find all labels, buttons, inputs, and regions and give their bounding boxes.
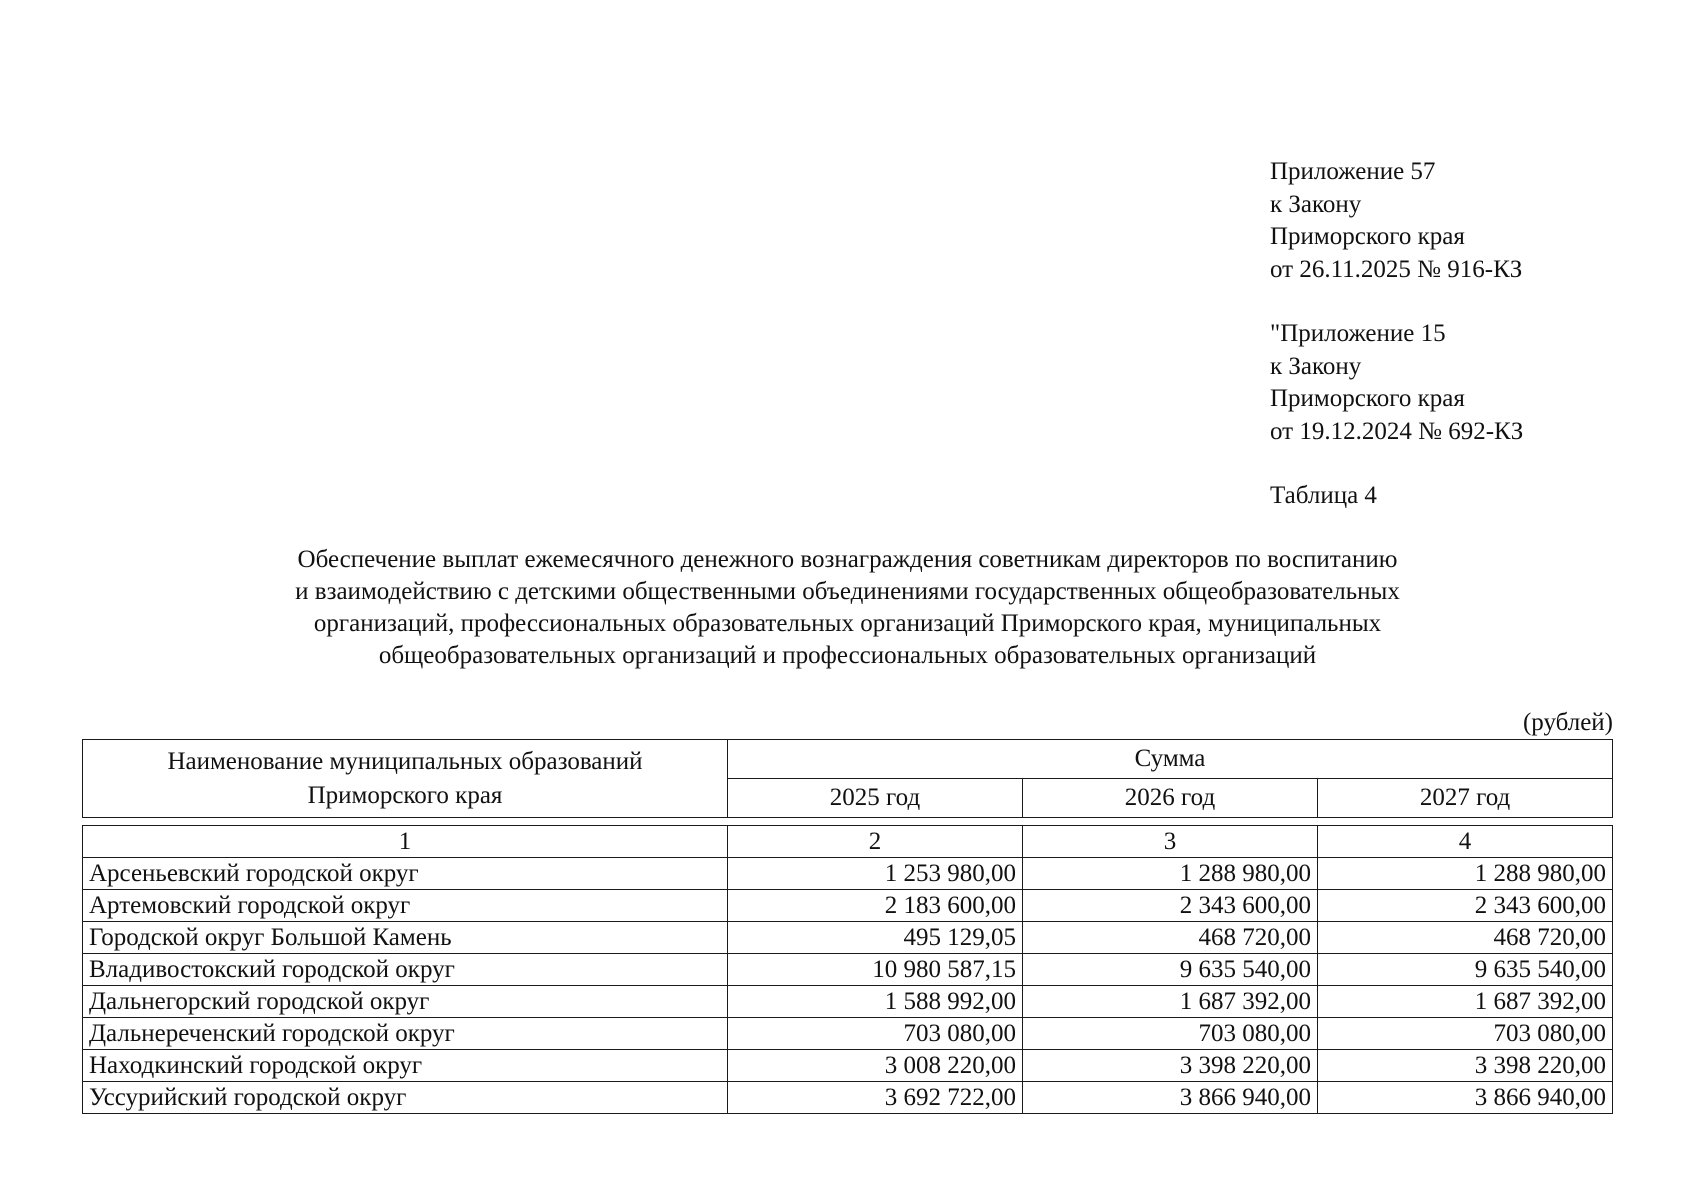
municipality-name: Дальнегорский городской округ (83, 986, 728, 1018)
appendix-15-line: к Закону (1270, 352, 1362, 380)
header-name-line: Приморского края (307, 781, 503, 809)
title-line: и взаимодействию с детскими общественными объединениями государственных общеобразовательных (295, 578, 1400, 605)
amount-2025: 1 253 980,00 (728, 858, 1023, 890)
municipality-name: Арсеньевский городской округ (83, 858, 728, 890)
document-title (160, 544, 1535, 672)
column-number-cell: 3 (1023, 826, 1318, 858)
amount-2025: 1 588 992,00 (728, 986, 1023, 1018)
amount-2026: 468 720,00 (1023, 922, 1318, 954)
amount-2025: 703 080,00 (728, 1018, 1023, 1050)
table-row (83, 1050, 1613, 1082)
municipality-name: Городской округ Большой Камень (83, 922, 728, 954)
units-label: (рублей) (1522, 709, 1613, 736)
amount-2026: 3 866 940,00 (1023, 1082, 1318, 1114)
column-number-cell: 1 (83, 826, 728, 858)
header-sum-cell: Сумма (728, 740, 1613, 779)
amount-2025: 2 183 600,00 (728, 890, 1023, 922)
appendix-15-line: "Приложение 15 (1270, 320, 1446, 347)
municipality-name: Владивостокский городской округ (83, 954, 728, 986)
amount-2027: 1 687 392,00 (1318, 986, 1613, 1018)
header-year-2026: 2026 год (1023, 779, 1318, 818)
header-year-2027: 2027 год (1318, 779, 1613, 818)
amount-2026: 1 288 980,00 (1023, 858, 1318, 890)
municipality-name: Уссурийский городской округ (83, 1082, 728, 1114)
header-name-cell (83, 740, 728, 818)
title-line: Обеспечение выплат ежемесячного денежного вознаграждения советникам директоров по воспитанию (297, 546, 1398, 573)
amount-2026: 9 635 540,00 (1023, 954, 1318, 986)
amount-2025: 3 692 722,00 (728, 1082, 1023, 1114)
amount-2027: 2 343 600,00 (1318, 890, 1613, 922)
table-row (83, 986, 1613, 1018)
amount-2025: 10 980 587,15 (728, 954, 1023, 986)
column-number-cell: 2 (728, 826, 1023, 858)
appendix-57-line: к Закону (1270, 190, 1362, 218)
amount-2026: 3 398 220,00 (1023, 1050, 1318, 1082)
amount-2027: 9 635 540,00 (1318, 954, 1613, 986)
table-row (83, 922, 1613, 954)
appendix-15-block (1270, 318, 1523, 448)
municipality-name: Артемовский городской округ (83, 890, 728, 922)
appendix-57-line: от 26.11.2025 № 916-КЗ (1270, 255, 1523, 283)
amount-2026: 1 687 392,00 (1023, 986, 1318, 1018)
table-row (83, 858, 1613, 890)
amount-2027: 703 080,00 (1318, 1018, 1613, 1050)
municipality-name: Дальнереченский городской округ (83, 1018, 728, 1050)
appendix-57-line: Приморского края (1270, 223, 1465, 250)
title-line: организаций, профессиональных образовательных организаций Приморского края, муниципальных (313, 610, 1382, 637)
amount-2026: 2 343 600,00 (1023, 890, 1318, 922)
amount-2027: 3 398 220,00 (1318, 1050, 1613, 1082)
column-number-cell: 4 (1318, 826, 1613, 858)
amount-2027: 3 866 940,00 (1318, 1082, 1613, 1114)
municipality-name: Находкинский городской округ (83, 1050, 728, 1082)
table-row (83, 890, 1613, 922)
column-number-row (83, 826, 1613, 858)
table-row (83, 954, 1613, 986)
amount-2026: 703 080,00 (1023, 1018, 1318, 1050)
amount-2025: 3 008 220,00 (728, 1050, 1023, 1082)
appendix-57-line: Приложение 57 (1270, 158, 1436, 185)
amount-2027: 1 288 980,00 (1318, 858, 1613, 890)
table-header (82, 739, 1613, 818)
appendix-15-line: Приморского края (1270, 385, 1465, 412)
data-table (82, 825, 1613, 1114)
amount-2027: 468 720,00 (1318, 922, 1613, 954)
table-number: Таблица 4 (1270, 482, 1377, 509)
title-line: общеобразовательных организаций и профессиональных образовательных организаций (378, 642, 1317, 669)
header-year-2025: 2025 год (728, 779, 1023, 818)
appendix-15-line: от 19.12.2024 № 692-КЗ (1270, 417, 1524, 445)
table-row (83, 1082, 1613, 1114)
amount-2025: 495 129,05 (728, 922, 1023, 954)
table-row (83, 1018, 1613, 1050)
header-name-line: Наименование муниципальных образований (167, 747, 643, 775)
appendix-57-block (1270, 156, 1522, 286)
